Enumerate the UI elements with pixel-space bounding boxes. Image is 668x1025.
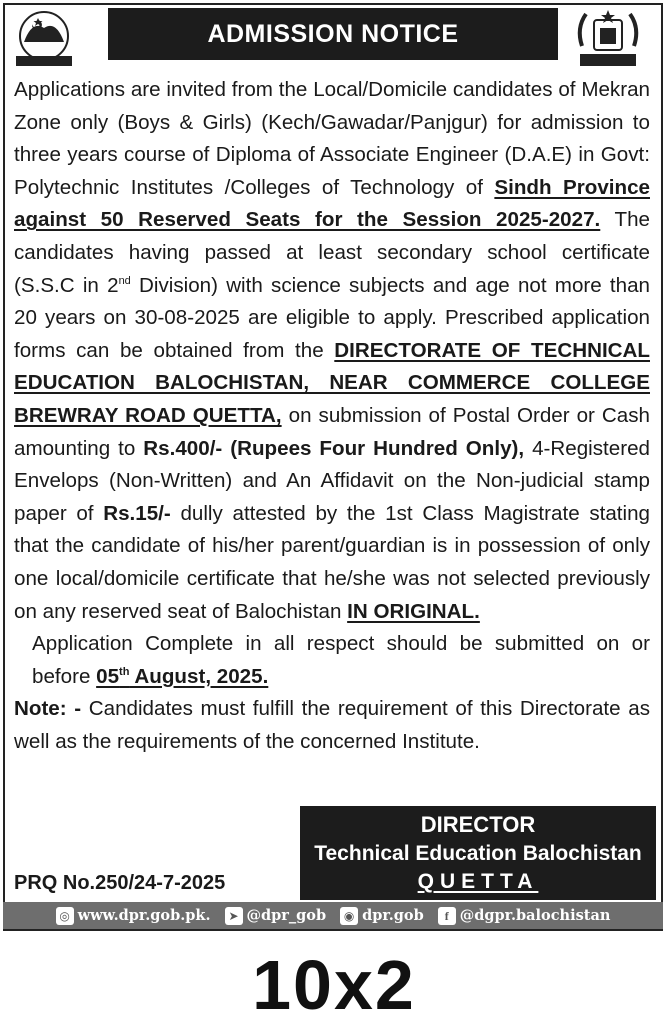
- balochistan-emblem-left-icon: [8, 6, 80, 72]
- website-label: www.dpr.gob.pk.: [77, 907, 211, 924]
- footer-website[interactable]: [56, 907, 211, 925]
- eligibility-text-cont: Division) with science subjects and age not more than 20 years on 30-08-2025 are eligible to apply. Prescribed application forms can be obtained from the: [14, 273, 651, 362]
- ordinal-suffix: nd: [118, 274, 131, 287]
- in-original-text: IN ORIGINAL.: [347, 599, 480, 623]
- eligibility-text: The candidates having passed at least secondary school certificate (S.S.C in 2: [14, 208, 650, 297]
- intro-text: Applications are invited from the Local/Domicile candidates of Mekran Zone only (Boys & Girls) (Kech/Gawadar/Panjgur) for admission to three years course of Diploma of Associate Engineer (D.A.E) in Govt: Polytechnic Institutes /Colleges of Technology of: [14, 78, 650, 199]
- note-text: Candidates must fulfill the requirement of this Directorate as well as the requirements of the concerned Institute.: [14, 697, 650, 753]
- instagram-icon: ◉: [340, 907, 358, 925]
- note-paragraph: [14, 693, 650, 758]
- deadline-text: Application Complete in all respect should be submitted on or before: [32, 632, 650, 688]
- main-paragraph: [14, 74, 650, 628]
- deadline-month-year: August, 2025.: [129, 664, 269, 688]
- ad-size-label: 10x2: [252, 946, 416, 1024]
- footer-twitter[interactable]: [225, 907, 327, 925]
- affidavit-text: dully attested by the 1st Class Magistrate stating that the candidate of his/her parent/guardian is in possession of only one local/domicile certificate that he/she was not selected previously on any reserved seat of Balochistan: [14, 501, 650, 623]
- envelops-text: 4-Registered Envelops (Non-Written) and An Affidavit on the Non-judicial stamp paper of: [14, 436, 650, 525]
- fee-amount: Rs.400/- (Rupees Four Hundred Only),: [143, 436, 525, 460]
- deadline-day: 05: [96, 664, 120, 688]
- reserved-seats-text: Sindh Province against 50 Reserved Seats for the Session 2025-2027.: [14, 175, 650, 232]
- government-emblem-right-icon: [572, 6, 644, 72]
- directorate-address: DIRECTORATE OF TECHNICAL EDUCATION BALOCHISTAN, NEAR COMMERCE COLLEGE BREWRAY ROAD QUETTA,: [14, 338, 650, 427]
- footer-facebook[interactable]: [438, 907, 611, 925]
- note-label: Note: -: [14, 697, 82, 721]
- stamp-amount: Rs.15/-: [103, 501, 171, 525]
- notice-body: [14, 74, 650, 758]
- signature-city: QUETTA: [417, 870, 539, 893]
- signature-title: DIRECTOR: [420, 812, 536, 837]
- instagram-label: dpr.gob: [362, 907, 424, 924]
- signature-block: [300, 806, 656, 900]
- deadline-suffix: th: [119, 665, 130, 678]
- footer-bar: [3, 902, 663, 929]
- facebook-label: @dgpr.balochistan: [459, 907, 611, 924]
- signature-department: Technical Education Balochistan: [314, 842, 642, 865]
- facebook-icon: f: [438, 907, 456, 925]
- prq-number: PRQ No.250/24-7-2025: [14, 872, 226, 894]
- twitter-icon: ➤: [225, 907, 243, 925]
- page-title: ADMISSION NOTICE: [108, 8, 558, 60]
- globe-icon: ◎: [56, 907, 74, 925]
- deadline-paragraph: [14, 628, 650, 693]
- footer-instagram[interactable]: [340, 907, 424, 925]
- deadline-date: [96, 665, 268, 688]
- twitter-label: @dpr_gob: [246, 907, 327, 924]
- postal-order-text: on submission of Postal Order or Cash amounting to: [14, 403, 650, 460]
